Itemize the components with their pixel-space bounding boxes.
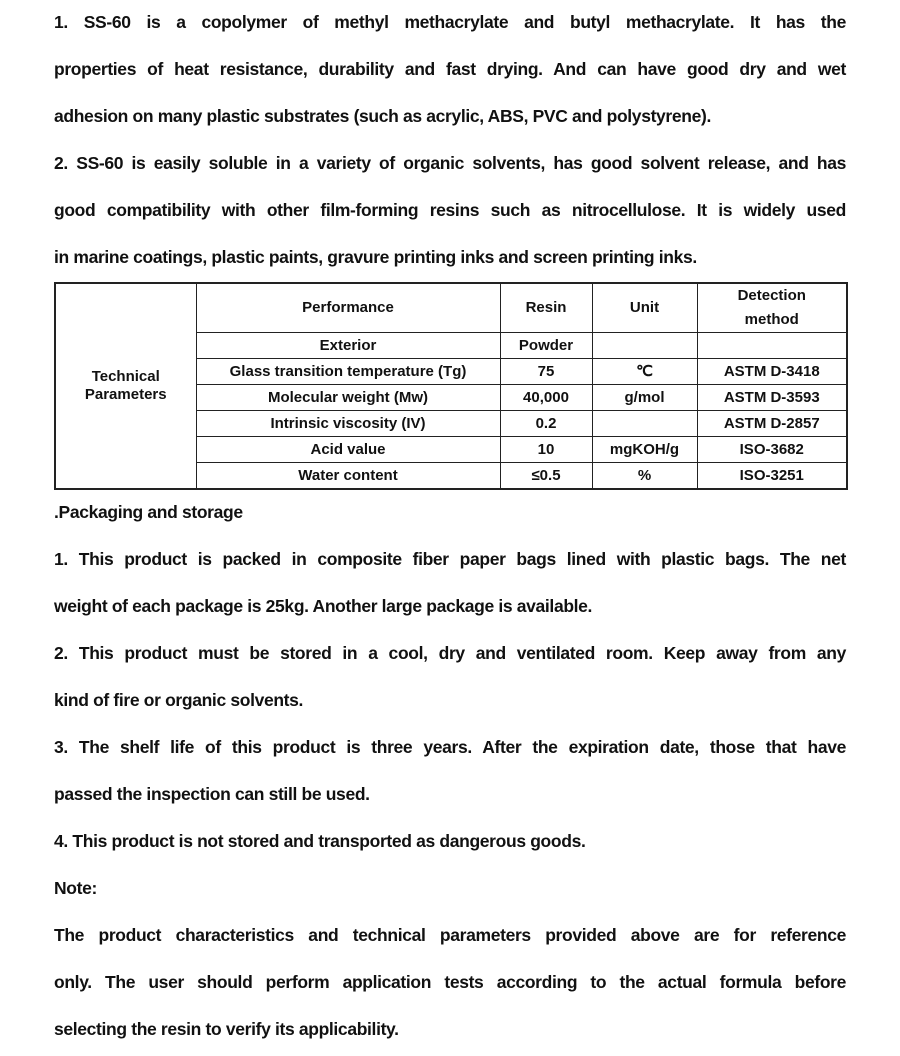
intro-paragraph-1 bbox=[54, 0, 846, 140]
group-label-line2: Parameters bbox=[84, 386, 167, 403]
header-detection-method bbox=[697, 283, 847, 333]
technical-parameters-table bbox=[54, 282, 848, 490]
cell-method: ASTM D-2857 bbox=[697, 411, 847, 437]
note-line: The product characteristics and technical parameters provided above are for reference bbox=[54, 925, 846, 945]
cell-unit bbox=[592, 333, 697, 359]
cell-performance: Molecular weight (Mw) bbox=[196, 385, 500, 411]
header-performance: Performance bbox=[196, 283, 500, 333]
cell-unit: mgKOH/g bbox=[592, 437, 697, 463]
text-line: passed the inspection can still be used. bbox=[54, 784, 370, 804]
text-line: 2. SS-60 is easily soluble in a variety of organic solvents, has good solvent release, and has bbox=[54, 153, 846, 173]
packaging-heading: .Packaging and storage bbox=[54, 502, 243, 522]
text-line: properties of heat resistance, durability and fast drying. And can have good dry and wet bbox=[54, 59, 846, 79]
cell-unit bbox=[592, 411, 697, 437]
cell-method bbox=[697, 333, 847, 359]
cell-unit: % bbox=[592, 463, 697, 490]
text-line: adhesion on many plastic substrates (such as acrylic, ABS, PVC and polystyrene). bbox=[54, 106, 711, 126]
cell-performance: Intrinsic viscosity (IV) bbox=[196, 411, 500, 437]
cell-method: ISO-3251 bbox=[697, 463, 847, 490]
group-label-line1: Technical bbox=[91, 368, 160, 385]
cell-performance: Exterior bbox=[196, 333, 500, 359]
text-line: 4. This product is not stored and transported as dangerous goods. bbox=[54, 831, 586, 851]
cell-unit: ℃ bbox=[592, 359, 697, 385]
cell-performance: Water content bbox=[196, 463, 500, 490]
cell-resin: 75 bbox=[500, 359, 592, 385]
cell-resin: 0.2 bbox=[500, 411, 592, 437]
cell-resin: 40,000 bbox=[500, 385, 592, 411]
text-line: weight of each package is 25kg. Another large package is available. bbox=[54, 596, 593, 616]
text-line: 1. This product is packed in composite fiber paper bags lined with plastic bags. The net bbox=[54, 549, 846, 569]
text-line: good compatibility with other film-forming resins such as nitrocellulose. It is widely used bbox=[54, 200, 846, 220]
table-header-row bbox=[55, 283, 847, 333]
note-line: selecting the resin to verify its applicability. bbox=[54, 1019, 399, 1039]
text-line: 2. This product must be stored in a cool, dry and ventilated room. Keep away from any bbox=[54, 643, 846, 663]
note-heading: Note: bbox=[54, 878, 97, 898]
note-line: only. The user should perform application tests according to the actual formula before bbox=[54, 972, 846, 992]
cell-resin: Powder bbox=[500, 333, 592, 359]
text-line: kind of fire or organic solvents. bbox=[54, 690, 304, 710]
header-unit: Unit bbox=[592, 283, 697, 333]
header-method-line2: method bbox=[744, 311, 799, 328]
cell-performance: Glass transition temperature (Tg) bbox=[196, 359, 500, 385]
cell-resin: 10 bbox=[500, 437, 592, 463]
cell-method: ASTM D-3593 bbox=[697, 385, 847, 411]
cell-performance: Acid value bbox=[196, 437, 500, 463]
cell-resin: ≤0.5 bbox=[500, 463, 592, 490]
text-line: 1. SS-60 is a copolymer of methyl methacrylate and butyl methacrylate. It has the bbox=[54, 12, 846, 32]
text-line: in marine coatings, plastic paints, gravure printing inks and screen printing inks. bbox=[54, 247, 697, 267]
intro-paragraph-2 bbox=[54, 140, 846, 281]
header-resin: Resin bbox=[500, 283, 592, 333]
cell-method: ASTM D-3418 bbox=[697, 359, 847, 385]
cell-unit: g/mol bbox=[592, 385, 697, 411]
header-method-line1: Detection bbox=[737, 287, 806, 304]
group-label-cell bbox=[55, 283, 196, 489]
cell-method: ISO-3682 bbox=[697, 437, 847, 463]
text-line: 3. The shelf life of this product is three years. After the expiration date, those that have bbox=[54, 737, 846, 757]
packaging-section bbox=[54, 489, 846, 1053]
